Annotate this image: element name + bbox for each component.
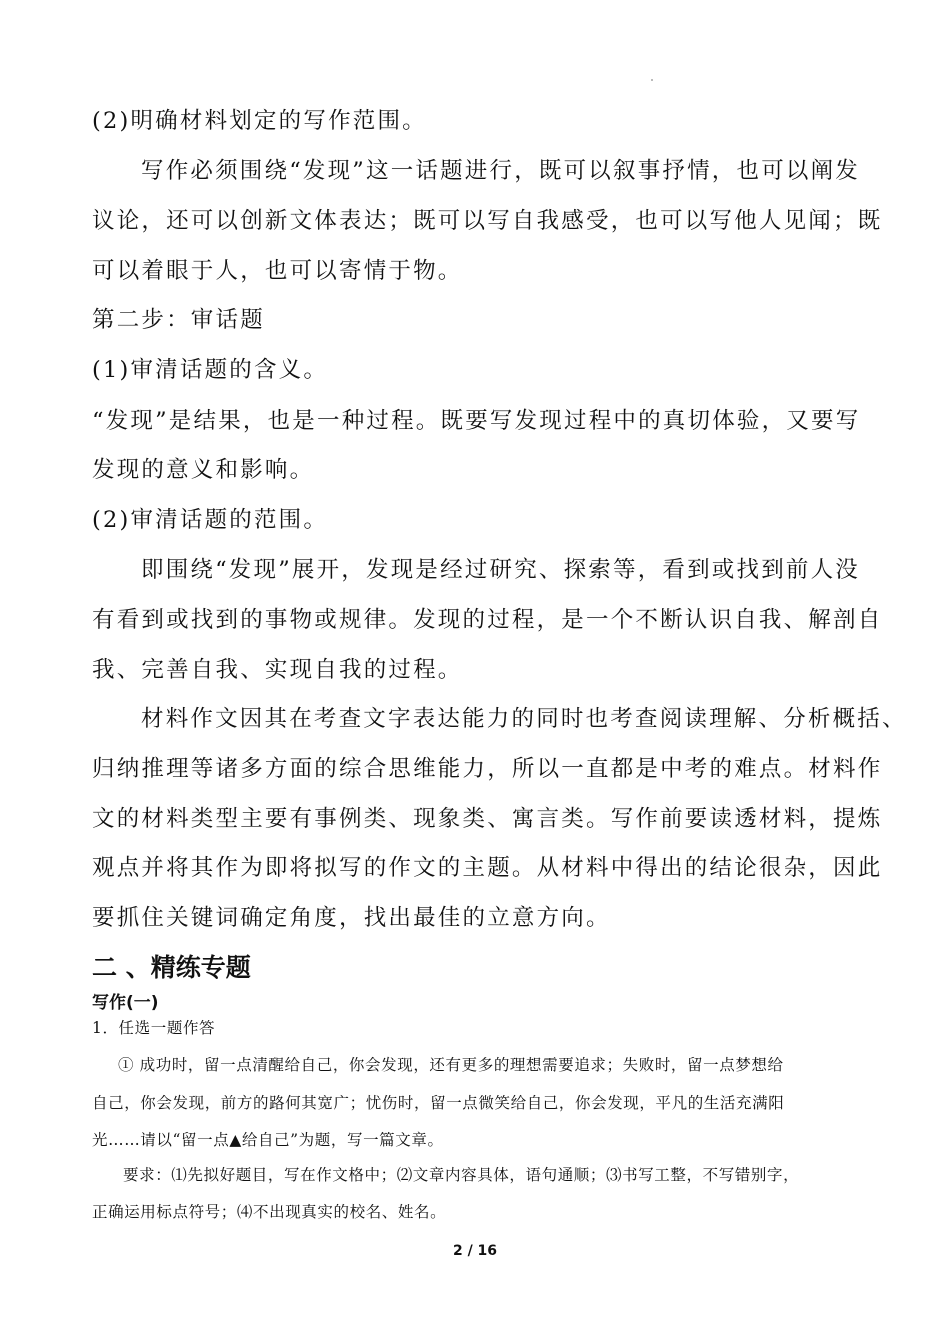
- paragraph-line: 可以着眼于人，也可以寄情于物。: [92, 258, 463, 284]
- question-title: 1．任选一题作答: [92, 1019, 216, 1037]
- paragraph-line: (2)明确材料划定的写作范围。: [92, 108, 427, 134]
- paragraph-line: 有看到或找到的事物或规律。发现的过程，是一个不断认识自我、解剖自: [92, 607, 883, 633]
- paragraph-line: 观点并将其作为即将拟写的作文的主题。从材料中得出的结论很杂，因此: [92, 855, 883, 881]
- paragraph-line: “发现”是结果，也是一种过程。既要写发现过程中的真切体验，又要写: [92, 408, 861, 434]
- paragraph-line: (1)审清话题的含义。: [92, 357, 329, 383]
- paragraph-line: 写作必须围绕“发现”这一话题进行，既可以叙事抒情，也可以阐发: [141, 158, 861, 184]
- section-subheading: 写作(一): [92, 993, 159, 1013]
- step-heading: 第二步：审话题: [92, 307, 265, 333]
- paragraph-line: (2)审清话题的范围。: [92, 507, 329, 533]
- paragraph-line: 发现的意义和影响。: [92, 457, 315, 483]
- scan-speck: [651, 79, 653, 81]
- requirement-line: 要求：⑴先拟好题目，写在作文格中；⑵文章内容具体，语句通顺；⑶书写工整，不写错别字，: [123, 1166, 800, 1184]
- section-heading: 二 、精练专题: [92, 953, 251, 982]
- paragraph-line: 我、完善自我、实现自我的过程。: [92, 657, 463, 683]
- paragraph-line: 材料作文因其在考查文字表达能力的同时也考查阅读理解、分析概括、: [141, 706, 907, 732]
- paragraph-line: 归纳推理等诸多方面的综合思维能力，所以一直都是中考的难点。材料作: [92, 756, 883, 782]
- question-text-line: ① 成功时，留一点清醒给自己，你会发现，还有更多的理想需要追求；失败时，留一点梦想给: [118, 1056, 784, 1074]
- paragraph-line: 议论，还可以创新文体表达；既可以写自我感受，也可以写他人见闻；既: [92, 208, 883, 234]
- paragraph-line: 文的材料类型主要有事例类、现象类、寓言类。写作前要读透材料，提炼: [92, 806, 883, 832]
- question-text-line: 自己，你会发现，前方的路何其宽广；忧伤时，留一点微笑给自己，你会发现，平凡的生活充满阳: [92, 1094, 785, 1112]
- requirement-line: 正确运用标点符号；⑷不出现真实的校名、姓名。: [92, 1203, 447, 1221]
- paragraph-line: 即围绕“发现”展开，发现是经过研究、探索等，看到或找到前人没: [141, 557, 861, 583]
- question-text-line: 光……请以“留一点▲给自己”为题，写一篇文章。: [92, 1131, 444, 1149]
- paragraph-line: 要抓住关键词确定角度，找出最佳的立意方向。: [92, 905, 611, 931]
- page-number: 2 / 16: [452, 1243, 498, 1259]
